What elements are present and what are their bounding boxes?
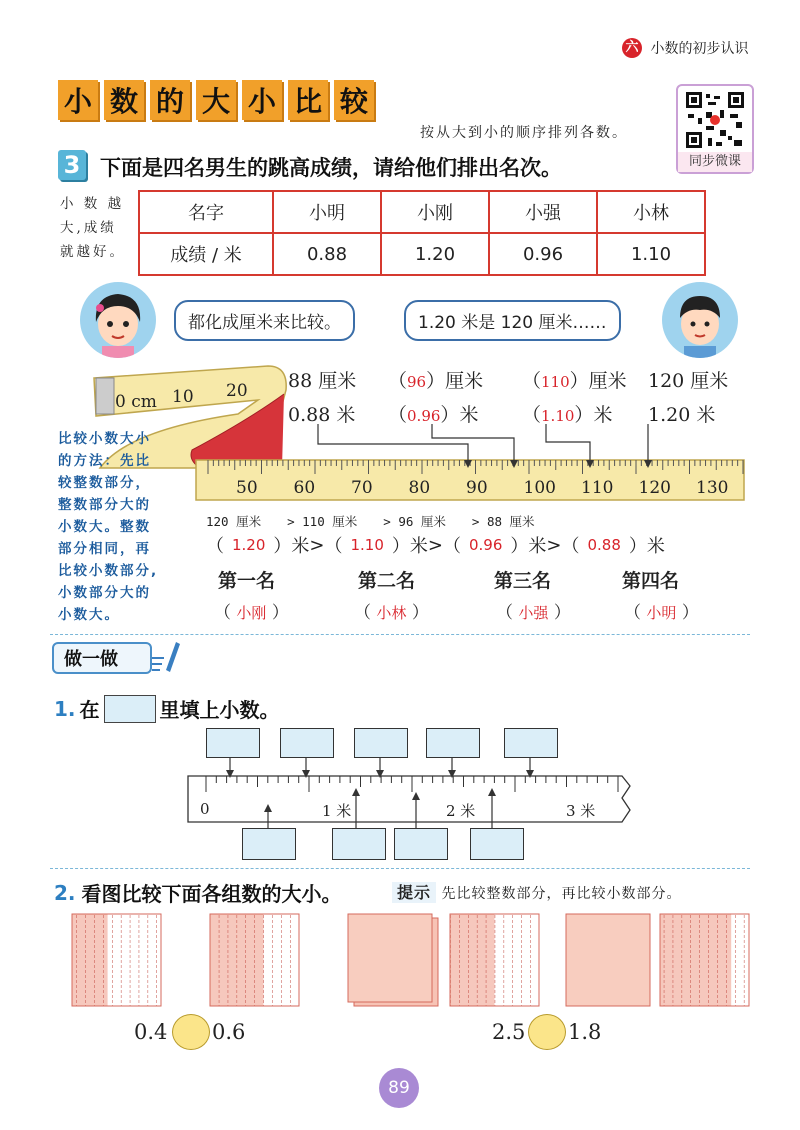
greater-sign: > <box>427 534 443 556</box>
answer-box[interactable] <box>470 828 524 860</box>
practice-header <box>52 642 152 674</box>
side-note-line: 大,成绩 <box>60 220 117 236</box>
compare-right: 1.8 <box>568 1020 602 1044</box>
exercise-1 <box>54 694 280 723</box>
m-value: 1.20 米 <box>648 404 716 426</box>
method-line: 小数大。整数 <box>58 519 151 535</box>
table-cell: 小强 <box>489 191 597 233</box>
chapter-header <box>622 38 748 58</box>
ruler-label: 1 米 <box>322 802 352 820</box>
tape-tick-label: 20 <box>226 381 248 401</box>
page-title <box>58 80 374 120</box>
title-char: 大 <box>196 80 236 120</box>
method-line: 比较小数大小 <box>58 431 151 447</box>
order-answer: 1.20 <box>232 536 266 554</box>
exercise-2 <box>54 878 342 907</box>
table-header-score: 成绩 / 米 <box>139 233 273 275</box>
speech-bubble-left: 都化成厘米来比较。 <box>174 300 355 341</box>
table-header-name: 名字 <box>139 191 273 233</box>
boy-face-icon <box>662 282 738 358</box>
method-line: 小数部分大的 <box>58 585 151 601</box>
method-line: 整数部分大的 <box>58 497 151 513</box>
greater-sign: > <box>309 534 325 556</box>
tape-tick-label: 10 <box>172 387 194 407</box>
method-line: 比较小数部分, <box>58 563 159 579</box>
cm-compare-item: > 96 厘米 <box>383 514 446 529</box>
answer-box[interactable] <box>394 828 448 860</box>
compare-circle[interactable] <box>528 1014 566 1050</box>
rank-answer-group: （ 小林 ） <box>354 603 429 623</box>
page-number: 89 <box>379 1068 419 1108</box>
cm-compare-item: > 110 厘米 <box>287 514 358 529</box>
title-char: 小 <box>242 80 282 120</box>
rank-answer: 小刚 <box>236 604 267 622</box>
cm-value: 120 厘米 <box>648 370 729 392</box>
section-divider <box>50 634 750 635</box>
ruler-label: 2 米 <box>446 802 476 820</box>
tape-tick-label: 120 <box>638 478 671 498</box>
title-char: 的 <box>150 80 190 120</box>
practice-header-text: 做一做 <box>64 649 118 670</box>
tape-tick-label: 100 <box>523 478 556 498</box>
method-line: 小数大。 <box>58 607 120 623</box>
order-answer: 0.88 <box>587 536 621 554</box>
speech-bubble-right: 1.20 米是 120 厘米…… <box>404 300 621 341</box>
girl-avatar <box>80 282 156 358</box>
table-cell: 小刚 <box>381 191 489 233</box>
instruction-text: 按从大到小的顺序排列各数。 <box>420 125 628 141</box>
decimal-grids <box>68 910 758 1010</box>
side-note-line: 就越好。 <box>60 244 126 260</box>
m-value: 0.88 米 <box>288 404 356 426</box>
method-line: 部分相同，再 <box>58 541 151 557</box>
chapter-badge: 六 <box>622 38 642 58</box>
m-answer: 0.96 <box>407 407 441 425</box>
table-cell: 0.96 <box>489 233 597 275</box>
tape-tick-label: 80 <box>408 478 431 498</box>
rank-answer-group: （ 小刚 ） <box>214 603 289 623</box>
rank-label: 第四名 <box>622 570 680 592</box>
rank-label: 第二名 <box>358 570 416 592</box>
exercise-text: 看图比较下面各组数的大小。 <box>81 882 342 906</box>
unit: 厘米 <box>588 370 627 392</box>
table-row <box>139 191 705 233</box>
unit: 米 <box>528 536 547 557</box>
section-divider <box>50 868 750 869</box>
tip-text: 先比较整数部分，再比较小数部分。 <box>441 886 682 902</box>
tape-tick-label: 70 <box>351 478 373 498</box>
rank-answer: 小明 <box>646 604 677 622</box>
order-row: （ 1.20 ） 米 > （ 1.10 ） 米 > （ 0.96 ） 米 > （ 0.88 ） 米 <box>206 532 665 558</box>
title-char: 小 <box>58 80 98 120</box>
answer-box[interactable] <box>504 728 558 758</box>
unit: 米 <box>459 404 479 426</box>
side-note <box>60 192 126 264</box>
compare-circle[interactable] <box>172 1014 210 1050</box>
answer-box[interactable] <box>426 728 480 758</box>
title-char: 较 <box>334 80 374 120</box>
title-char: 数 <box>104 80 144 120</box>
method-note <box>58 428 158 626</box>
table-cell: 0.88 <box>273 233 381 275</box>
rank-label: 第三名 <box>494 570 552 592</box>
unit: 米 <box>291 536 310 557</box>
cm-value: 88 厘米 <box>288 370 357 392</box>
tape-tick-label: 60 <box>293 478 316 498</box>
ruler-label: 0 <box>200 800 210 818</box>
unit: 米 <box>646 536 665 557</box>
side-note-line: 小 数 越 <box>60 196 125 212</box>
cm-answer: 110 <box>541 373 570 391</box>
chapter-title: 小数的初步认识 <box>650 41 749 57</box>
order-answer: 1.10 <box>350 536 384 554</box>
table-cell: 小林 <box>597 191 705 233</box>
table-cell: 小明 <box>273 191 381 233</box>
score-table <box>138 190 706 276</box>
rank-answer-group: （ 小明 ） <box>624 603 699 623</box>
answer-box[interactable] <box>242 828 296 860</box>
unit: 米 <box>593 404 613 426</box>
cm-compare-item: > 88 厘米 <box>471 514 535 529</box>
tape-tick-label: 110 <box>581 478 614 498</box>
title-char: 比 <box>288 80 328 120</box>
boy-avatar <box>662 282 738 358</box>
tape-tick-label: 90 <box>466 478 488 498</box>
ruler-label: 3 米 <box>566 802 596 820</box>
qr-code-icon <box>684 90 746 150</box>
answer-box[interactable] <box>206 728 260 758</box>
cm-answer-group: （96）厘米 <box>388 370 484 392</box>
answer-box[interactable] <box>354 728 408 758</box>
method-line: 较整数部分， <box>58 475 151 491</box>
table-row <box>139 233 705 275</box>
cm-answer: 96 <box>407 373 427 391</box>
m-answer-group: （0.96）米 <box>388 404 479 426</box>
qr-code-card[interactable] <box>676 84 754 174</box>
cm-answer-group: （110）厘米 <box>522 370 627 392</box>
pointer-arrows <box>300 424 720 468</box>
rank-answer-group: （ 小强 ） <box>496 603 571 623</box>
fill-box-example <box>104 695 156 723</box>
tape-tick-label: 50 <box>236 478 258 498</box>
rank-label: 第一名 <box>218 570 276 592</box>
m-answer-group: （1.10）米 <box>522 404 613 426</box>
answer-box[interactable] <box>280 728 334 758</box>
compare-left: 0.4 <box>134 1020 168 1044</box>
exercise-text: 在 <box>79 698 100 722</box>
m-answer: 1.10 <box>541 407 575 425</box>
girl-face-icon <box>80 282 156 358</box>
tape-tick-label: 130 <box>696 478 729 498</box>
order-answer: 0.96 <box>469 536 503 554</box>
greater-sign: > <box>546 534 562 556</box>
answer-box[interactable] <box>332 828 386 860</box>
pencil-icon <box>150 636 182 674</box>
qr-label: 同步微课 <box>678 152 752 172</box>
rank-answer: 小林 <box>376 604 407 622</box>
unit: 米 <box>409 536 428 557</box>
cm-compare-row <box>206 512 535 530</box>
tip <box>392 880 681 903</box>
exercise-text: 里填上小数。 <box>159 698 280 722</box>
tip-label: 提示 <box>392 882 436 903</box>
cm-compare-item: 120 厘米 <box>206 514 262 529</box>
method-line: 的方法：先比 <box>58 453 151 469</box>
compare-right: 0.6 <box>212 1020 246 1044</box>
table-cell: 1.20 <box>381 233 489 275</box>
example-question: 下面是四名男生的跳高成绩，请给他们排出名次。 <box>100 156 562 180</box>
compare-left: 2.5 <box>492 1020 526 1044</box>
tape-zero-label: 0 cm <box>115 392 157 412</box>
unit: 厘米 <box>445 370 484 392</box>
exercise-number: 1. <box>54 696 76 721</box>
rank-answer: 小强 <box>518 604 549 622</box>
table-cell: 1.10 <box>597 233 705 275</box>
exercise-number: 2. <box>54 880 76 905</box>
example-number: 3 <box>58 150 86 180</box>
